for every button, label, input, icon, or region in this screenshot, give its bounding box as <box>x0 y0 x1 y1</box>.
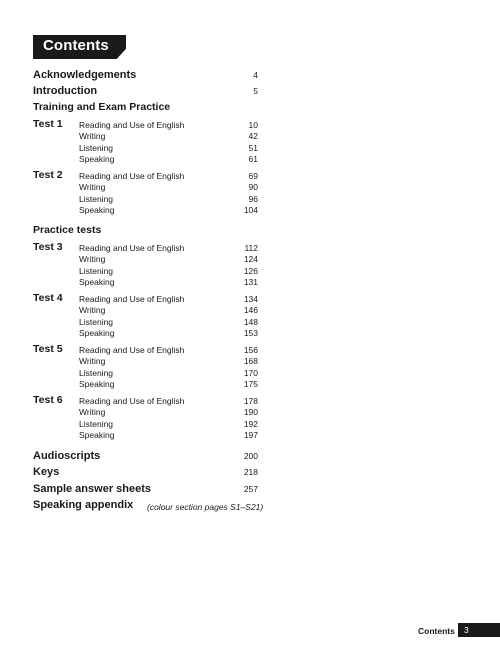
section-heading-practice: Practice tests <box>33 224 102 236</box>
toc-subentry[interactable] <box>79 419 258 429</box>
test-label: Test 6 <box>33 394 63 406</box>
toc-subentry-label: Listening <box>79 317 114 327</box>
toc-subentry-page: 175 <box>243 379 258 389</box>
toc-subentry-page: 10 <box>248 120 258 130</box>
toc-subentry-label: Writing <box>79 254 106 264</box>
toc-subentry-page: 42 <box>248 131 258 141</box>
toc-subentry-label: Reading and Use of English <box>79 396 185 406</box>
toc-entry-introduction[interactable] <box>33 85 258 97</box>
test-label: Test 4 <box>33 292 63 304</box>
toc-subentry[interactable] <box>79 294 258 304</box>
test-label: Test 1 <box>33 118 63 130</box>
toc-entry-acknowledgements[interactable] <box>33 69 258 81</box>
toc-entry-label: Introduction <box>33 85 98 97</box>
test-label: Test 5 <box>33 343 63 355</box>
toc-subentry[interactable] <box>79 305 258 315</box>
toc-subentry-label: Writing <box>79 356 106 366</box>
toc-subentry[interactable] <box>79 345 258 355</box>
toc-subentry-label: Listening <box>79 266 114 276</box>
toc-entry-audioscripts[interactable] <box>33 450 258 462</box>
toc-subentry[interactable] <box>79 205 258 215</box>
toc-subentry-label: Reading and Use of English <box>79 345 185 355</box>
toc-subentry[interactable] <box>79 194 258 204</box>
appendix-note: (colour section pages S1–S21) <box>147 502 264 512</box>
toc-subentry-page: 190 <box>243 407 258 417</box>
toc-subentry-page: 178 <box>243 396 258 406</box>
page-number: 3 <box>464 625 469 635</box>
toc-subentry-page: 96 <box>248 194 258 204</box>
toc-entry-label: Speaking appendix <box>33 499 134 511</box>
toc-subentry[interactable] <box>79 171 258 181</box>
toc-subentry[interactable] <box>79 328 258 338</box>
toc-subentry-page: 61 <box>248 154 258 164</box>
toc-entry-page: 218 <box>243 467 258 477</box>
page-number-box <box>458 623 500 637</box>
toc-subentry-page: 146 <box>243 305 258 315</box>
toc-subentry-page: 69 <box>248 171 258 181</box>
toc-subentry-label: Speaking <box>79 205 115 215</box>
toc-subentry-label: Writing <box>79 305 106 315</box>
toc-subentry[interactable] <box>79 131 258 141</box>
toc-subentry[interactable] <box>79 254 258 264</box>
toc-subentry-label: Speaking <box>79 379 115 389</box>
toc-subentry-label: Speaking <box>79 277 115 287</box>
toc-subentry-page: 192 <box>243 419 258 429</box>
toc-subentry-page: 90 <box>248 182 258 192</box>
toc-subentry[interactable] <box>79 407 258 417</box>
test-label: Test 2 <box>33 169 63 181</box>
toc-entry-label: Keys <box>33 466 60 478</box>
toc-subentry-page: 126 <box>243 266 258 276</box>
toc-subentry[interactable] <box>79 120 258 130</box>
toc-subentry[interactable] <box>79 379 258 389</box>
test-label: Test 3 <box>33 241 63 253</box>
toc-entry-page: 4 <box>253 70 258 80</box>
toc-subentry-page: 131 <box>243 277 258 287</box>
toc-subentry-label: Reading and Use of English <box>79 294 185 304</box>
toc-subentry[interactable] <box>79 182 258 192</box>
toc-subentry[interactable] <box>79 317 258 327</box>
toc-subentry-label: Listening <box>79 368 114 378</box>
toc-subentry[interactable] <box>79 243 258 253</box>
toc-subentry[interactable] <box>79 356 258 366</box>
toc-subentry-label: Reading and Use of English <box>79 243 185 253</box>
page-title: Contents <box>43 37 109 54</box>
toc-entry-label: Sample answer sheets <box>33 483 152 495</box>
toc-subentry-label: Listening <box>79 194 114 204</box>
toc-subentry[interactable] <box>79 430 258 440</box>
toc-subentry-page: 124 <box>243 254 258 264</box>
toc-subentry[interactable] <box>79 368 258 378</box>
toc-subentry-label: Reading and Use of English <box>79 120 185 130</box>
toc-subentry-label: Writing <box>79 407 106 417</box>
toc-subentry-page: 153 <box>243 328 258 338</box>
toc-subentry[interactable] <box>79 266 258 276</box>
toc-subentry-label: Speaking <box>79 328 115 338</box>
toc-subentry-page: 148 <box>243 317 258 327</box>
toc-subentry-page: 112 <box>244 243 258 253</box>
toc-entry-sample-answer-sheets[interactable] <box>33 483 258 495</box>
toc-entry-page: 5 <box>253 86 258 96</box>
toc-subentry-page: 197 <box>243 430 258 440</box>
toc-entry-label: Acknowledgements <box>33 69 137 81</box>
toc-entry-page: 200 <box>243 451 258 461</box>
toc-subentry-label: Listening <box>79 419 114 429</box>
toc-subentry-page: 134 <box>243 294 258 304</box>
toc-subentry-page: 156 <box>243 345 258 355</box>
toc-subentry-label: Writing <box>79 182 106 192</box>
toc-subentry-label: Reading and Use of English <box>79 171 185 181</box>
toc-subentry-page: 168 <box>243 356 258 366</box>
footer-section-label: Contents <box>418 626 455 636</box>
toc-subentry-label: Speaking <box>79 154 115 164</box>
toc-entry-label: Audioscripts <box>33 450 101 462</box>
toc-subentry[interactable] <box>79 277 258 287</box>
toc-subentry-label: Listening <box>79 143 114 153</box>
toc-subentry[interactable] <box>79 154 258 164</box>
toc-subentry-label: Speaking <box>79 430 115 440</box>
toc-subentry[interactable] <box>79 396 258 406</box>
toc-subentry[interactable] <box>79 143 258 153</box>
toc-subentry-page: 104 <box>243 205 258 215</box>
toc-subentry-label: Writing <box>79 131 106 141</box>
toc-entry-page: 257 <box>243 484 258 494</box>
toc-subentry-page: 51 <box>248 143 258 153</box>
toc-entry-keys[interactable] <box>33 466 258 478</box>
section-heading-training: Training and Exam Practice <box>33 101 171 113</box>
toc-subentry-page: 170 <box>243 368 258 378</box>
